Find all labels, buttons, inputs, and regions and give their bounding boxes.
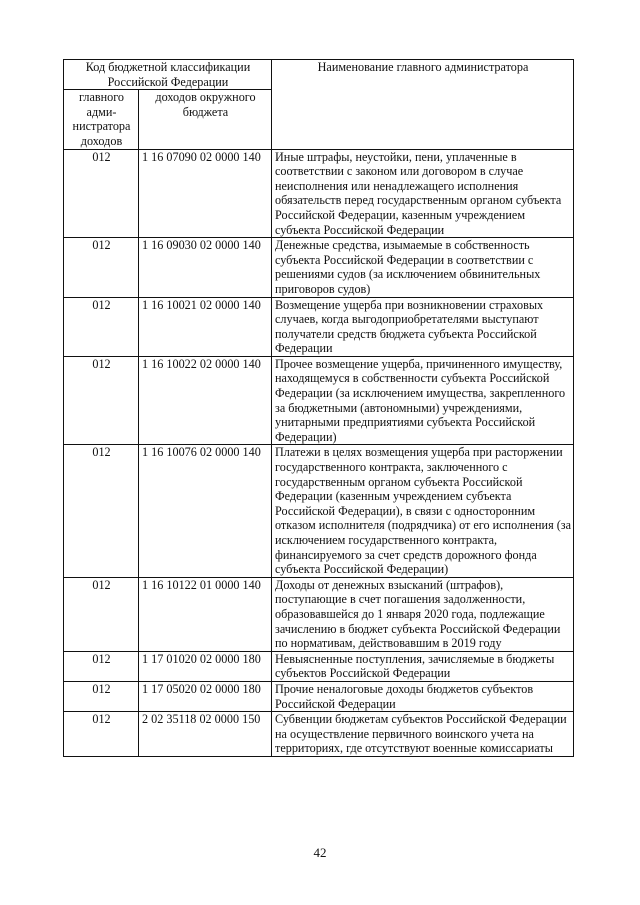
cell-budget-code: 1 16 10021 02 0000 140 xyxy=(139,297,272,356)
cell-admin-code: 012 xyxy=(64,712,139,757)
cell-admin-code: 012 xyxy=(64,356,139,445)
table-row xyxy=(64,297,574,356)
cell-administrator-name: Субвенции бюджетам субъектов Российской Федерации на осуществление первичного воинского учета на территориях, где отсутствуют военные комиссариаты xyxy=(272,712,574,757)
cell-budget-code: 1 16 09030 02 0000 140 xyxy=(139,238,272,297)
cell-administrator-name: Платежи в целях возмещения ущерба при расторжении государственного контракта, заключенного с государственным органом субъекта Российской Федерации (казенным учреждением субъекта Российской Федерации), в связи с односторонним отказом исполнителя (подрядчика) от его исполнения (за исключением государственного контракта, финансируемого за счет средств дорожного фонда субъекта Российской Федерации) xyxy=(272,445,574,577)
budget-classification-table xyxy=(63,59,574,757)
cell-administrator-name: Прочие неналоговые доходы бюджетов субъектов Российской Федерации xyxy=(272,681,574,711)
cell-administrator-name: Денежные средства, изымаемые в собственность субъекта Российской Федерации в соответствии с решениями судов (за исключением обвинительных приговоров судов) xyxy=(272,238,574,297)
cell-budget-code: 1 16 10022 02 0000 140 xyxy=(139,356,272,445)
cell-admin-code: 012 xyxy=(64,238,139,297)
cell-budget-code: 1 16 07090 02 0000 140 xyxy=(139,149,272,238)
cell-budget-code: 1 17 01020 02 0000 180 xyxy=(139,651,272,681)
cell-admin-code: 012 xyxy=(64,445,139,577)
table-header-row xyxy=(64,60,574,90)
cell-admin-code: 012 xyxy=(64,149,139,238)
cell-administrator-name: Доходы от денежных взысканий (штрафов), поступающие в счет погашения задолженности, образовавшейся до 1 января 2020 года, подлежащие зачислению в бюджет субъекта Российской Федерации по нормативам, действовавшим в 2019 году xyxy=(272,577,574,651)
cell-admin-code: 012 xyxy=(64,577,139,651)
header-district-budget-income: доходов окружного бюджета xyxy=(139,90,272,149)
cell-admin-code: 012 xyxy=(64,681,139,711)
cell-administrator-name: Прочее возмещение ущерба, причиненного имуществу, находящемуся в собственности субъекта Российской Федерации (за исключением имущества, закрепленного за бюджетными (автономными) учреждениями, унитарными предприятиями субъекта Российской Федерации) xyxy=(272,356,574,445)
cell-administrator-name: Возмещение ущерба при возникновении страховых случаев, когда выгодоприобретателями выступают получатели средств бюджета субъекта Российской Федерации xyxy=(272,297,574,356)
page-number: 42 xyxy=(313,845,327,860)
table-row xyxy=(64,651,574,681)
table-row xyxy=(64,238,574,297)
table-row xyxy=(64,712,574,757)
cell-admin-code: 012 xyxy=(64,297,139,356)
cell-administrator-name: Невыясненные поступления, зачисляемые в бюджеты субъектов Российской Федерации xyxy=(272,651,574,681)
cell-admin-code: 012 xyxy=(64,651,139,681)
header-main-administrator: главного адми-нистратора доходов xyxy=(64,90,139,149)
cell-budget-code: 1 16 10076 02 0000 140 xyxy=(139,445,272,577)
table-row xyxy=(64,681,574,711)
cell-budget-code: 2 02 35118 02 0000 150 xyxy=(139,712,272,757)
table-row xyxy=(64,149,574,238)
table-row xyxy=(64,577,574,651)
cell-budget-code: 1 16 10122 01 0000 140 xyxy=(139,577,272,651)
table-body xyxy=(64,149,574,756)
table-row xyxy=(64,356,574,445)
header-administrator-name: Наименование главного администратора xyxy=(272,60,574,150)
table-row xyxy=(64,445,574,577)
cell-administrator-name: Иные штрафы, неустойки, пени, уплаченные в соответствии с законом или договором в случае неисполнения или ненадлежащего исполнения обязательств перед государственным органом субъекта Российской Федерации, казенным учреждением субъекта Российской Федерации xyxy=(272,149,574,238)
header-budget-classification: Код бюджетной классификации Российской Федерации xyxy=(64,60,272,90)
cell-budget-code: 1 17 05020 02 0000 180 xyxy=(139,681,272,711)
